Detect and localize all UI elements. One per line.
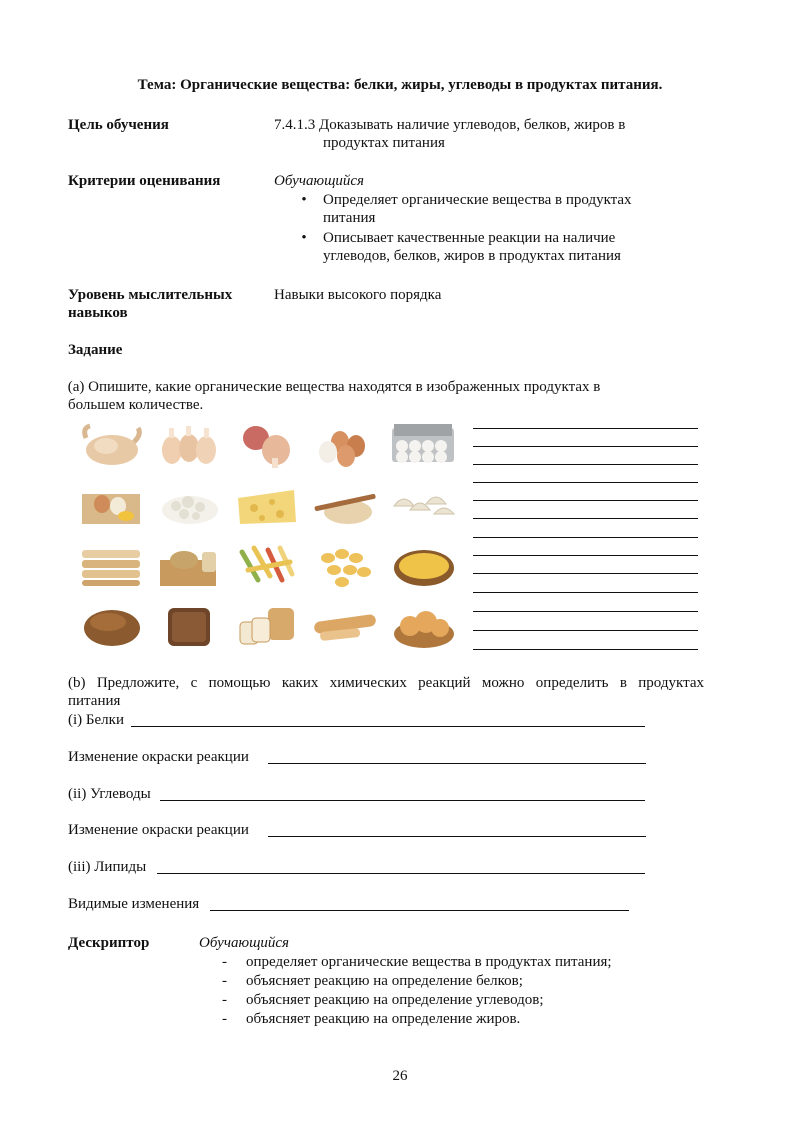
answer-line[interactable] <box>473 518 698 519</box>
task-b-line2: питания <box>68 693 121 709</box>
bread-rolls-basket-image <box>388 600 458 650</box>
criteria-item-1-line2: питания <box>323 210 376 226</box>
answer-line[interactable] <box>473 428 698 429</box>
eggs-on-board-image <box>76 480 146 530</box>
page-number: 26 <box>392 1068 408 1084</box>
objective-text-line2: продуктах питания <box>323 135 445 151</box>
proteins-label: (i) Белки <box>68 712 124 728</box>
baguette-image <box>310 600 380 650</box>
dash-icon: - <box>222 973 227 989</box>
lipids-label: (iii) Липиды <box>68 859 147 875</box>
visible-changes-answer-line[interactable] <box>210 910 629 911</box>
answer-line[interactable] <box>473 464 698 465</box>
answer-line[interactable] <box>473 630 698 631</box>
dash-icon: - <box>222 992 227 1008</box>
lipids-answer-line[interactable] <box>157 873 645 874</box>
criteria-lead: Обучающийся <box>274 173 365 189</box>
bullet-icon: • <box>301 192 307 208</box>
color-change-answer-line-2[interactable] <box>268 836 646 837</box>
descriptor-item-4: объясняет реакцию на определение жиров. <box>246 1011 521 1027</box>
grain-board-image <box>154 540 224 590</box>
answer-line[interactable] <box>473 537 698 538</box>
task-a-line1: (a) Опишите, какие органические вещества находятся в изображенных продуктах в <box>64 379 601 395</box>
proteins-answer-line[interactable] <box>131 726 645 727</box>
answer-line[interactable] <box>473 573 698 574</box>
descriptor-label: Дескриптор <box>68 935 150 951</box>
descriptor-item-3: объясняет реакцию на определение углеводов; <box>246 992 544 1008</box>
color-change-label-2: Изменение окраски реакции <box>68 822 249 838</box>
color-change-answer-line-1[interactable] <box>268 763 646 764</box>
carbs-label: (ii) Углеводы <box>68 786 151 802</box>
task-b-line1: (b) Предложите, с помощью каких химических реакций можно определить в продуктах <box>68 675 704 691</box>
egg-carton-image <box>388 420 458 470</box>
chicken-legs-image <box>154 420 224 470</box>
food-image-grid <box>74 418 464 650</box>
task-label: Задание <box>68 342 123 358</box>
whole-chicken-image <box>76 420 146 470</box>
chicken-thighs-image <box>232 420 302 470</box>
level-value: Навыки высокого порядка <box>274 287 442 303</box>
eggs-image <box>310 420 380 470</box>
visible-changes-label: Видимые изменения <box>68 896 200 912</box>
descriptor-item-2: объясняет реакцию на определение белков; <box>246 973 523 989</box>
level-label-line1: Уровень мыслительных <box>68 287 233 303</box>
white-bread-slices-image <box>232 600 302 650</box>
criteria-label: Критерии оценивания <box>68 173 221 189</box>
cheese-block-image <box>232 480 302 530</box>
round-bread-image <box>76 600 146 650</box>
dumplings-image <box>388 480 458 530</box>
criteria-item-1-line1: Определяет органические вещества в продуктах <box>323 192 632 208</box>
color-change-label-1: Изменение окраски реакции <box>68 749 249 765</box>
spiral-pasta-image <box>232 540 302 590</box>
descriptor-item-1: определяет органические вещества в продуктах питания; <box>246 954 612 970</box>
bullet-icon: • <box>301 230 307 246</box>
answer-line[interactable] <box>473 482 698 483</box>
answer-line[interactable] <box>473 446 698 447</box>
answer-line[interactable] <box>473 611 698 612</box>
answer-line[interactable] <box>473 555 698 556</box>
criteria-item-2-line1: Описывает качественные реакции на наличие <box>323 230 616 246</box>
answer-line[interactable] <box>473 592 698 593</box>
task-a-line2: большем количестве. <box>68 397 204 413</box>
pasta-shells-image <box>310 540 380 590</box>
pasta-bowl-image <box>388 540 458 590</box>
dash-icon: - <box>222 954 227 970</box>
answer-line[interactable] <box>473 500 698 501</box>
dash-icon: - <box>222 1011 227 1027</box>
criteria-item-2-line2: углеводов, белков, жиров в продуктах питания <box>323 248 621 264</box>
flatbread-stack-image <box>76 540 146 590</box>
rye-loaf-image <box>154 600 224 650</box>
objective-label: Цель обучения <box>68 117 169 133</box>
page-title: Тема: Органические вещества: белки, жиры, углеводы в продуктах питания. <box>137 77 663 93</box>
descriptor-lead: Обучающийся <box>199 935 290 951</box>
carbs-answer-line[interactable] <box>160 800 645 801</box>
level-label-line2: навыков <box>68 305 128 321</box>
cottage-cheese-image <box>154 480 224 530</box>
answer-line[interactable] <box>473 649 698 650</box>
objective-text-line1: 7.4.1.3 Доказывать наличие углеводов, белков, жиров в <box>274 117 626 133</box>
dough-rolling-pin-image <box>310 480 380 530</box>
